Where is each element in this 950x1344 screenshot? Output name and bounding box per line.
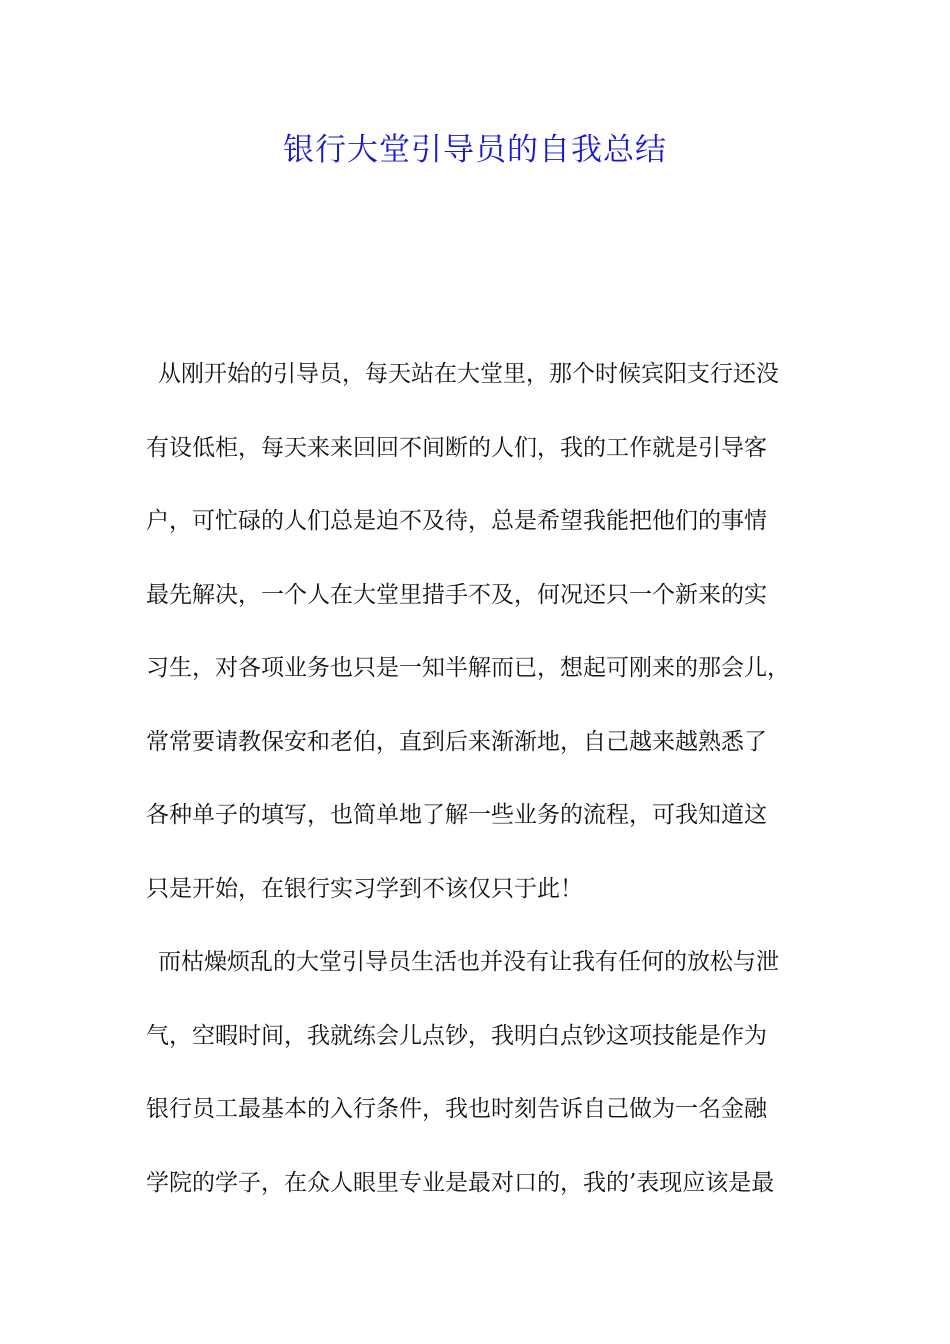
paragraph-2-line-4: 学院的学子，在众人眼里专业是最对口的，我的’表现应该是最 [146,1169,775,1196]
paragraph-1-line-8: 只是开始，在银行实习学到不该仅只于此！ [146,875,583,902]
paragraph-1-line-3: 户，可忙碌的人们总是迫不及待，总是希望我能把他们的事情 [146,508,767,534]
document-title: 银行大堂引导员的自我总结 [283,132,667,168]
paragraph-2-line-1: 而枯燥烦乱的大堂引导员生活也并没有让我有任何的放松与泄 [158,949,779,975]
paragraph-2-line-2: 气，空暇时间，我就练会儿点钞，我明白点钞这项技能是作为 [146,1022,767,1049]
paragraph-1-line-5: 习生，对各项业务也只是一知半解而已，想起可刚来的那会儿， [146,655,790,681]
paragraph-1-line-1: 从刚开始的引导员，每天站在大堂里，那个时候宾阳支行还没 [158,361,779,387]
paragraph-1-line-6: 常常要请教保安和老伯，直到后来渐渐地，自己越来越熟悉了 [146,728,767,755]
paragraph-1-line-2: 有设低柜，每天来来回回不间断的人们，我的工作就是引导客 [146,434,767,461]
paragraph-2-line-3: 银行员工最基本的入行条件，我也时刻告诉自己做为一名金融 [146,1096,767,1122]
paragraph-1-line-7: 各种单子的填写，也简单地了解一些业务的流程，可我知道这 [146,802,767,828]
document-body [146,338,826,1220]
paragraph-1-line-4: 最先解决，一个人在大堂里措手不及，何况还只一个新来的实 [146,581,767,608]
